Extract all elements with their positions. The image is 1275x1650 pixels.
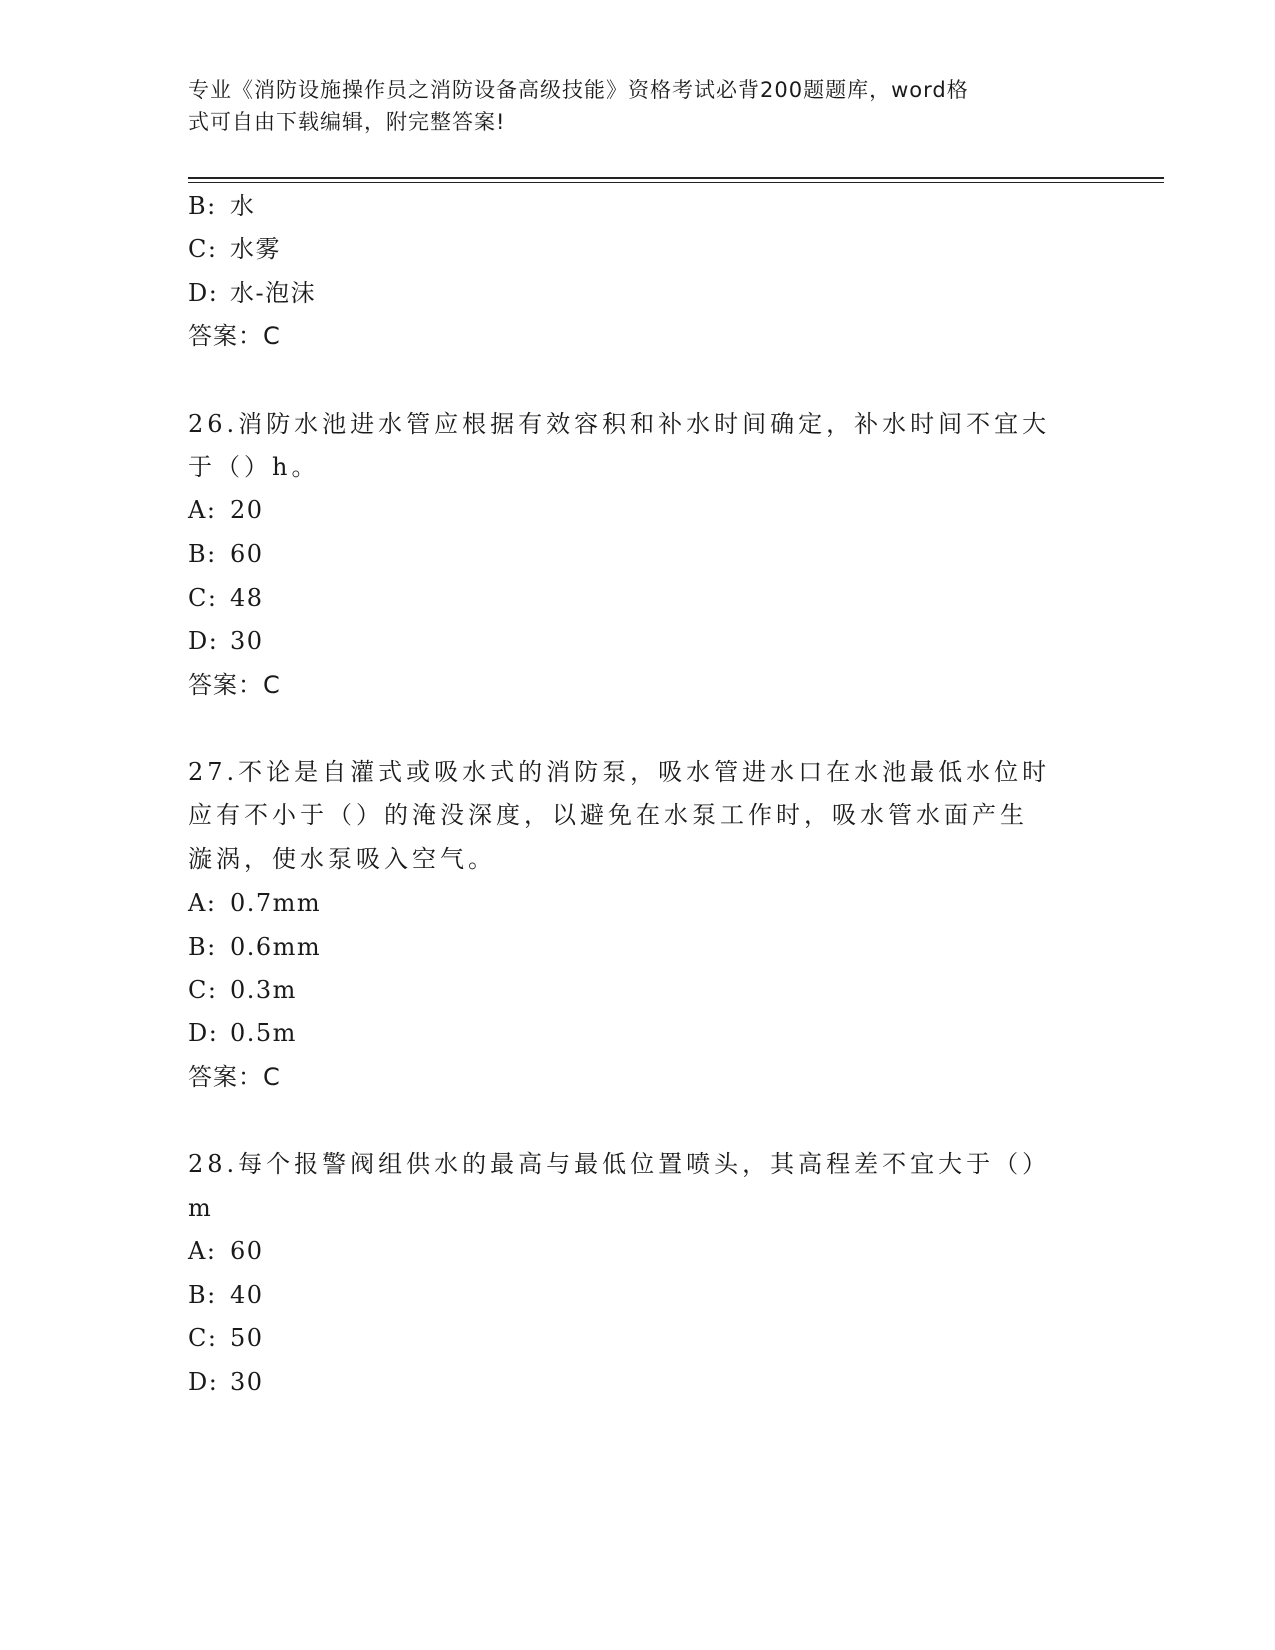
q25-answer: 答案：C [188,322,281,350]
header-divider-thin [188,182,1164,183]
option-label: A: [188,1237,217,1265]
option-text: 20 [230,496,264,524]
q25-option-d [188,278,316,308]
option-label: C: [188,235,218,263]
option-text: 水雾 [230,235,281,263]
q27-answer: 答案：C [188,1063,281,1091]
q28-option-a [188,1236,264,1266]
q28-option-c [188,1323,264,1353]
q28-stem-line-2: m [188,1194,215,1222]
option-text: 40 [230,1281,264,1309]
option-label: D: [188,627,219,655]
q27-stem-line-3: 漩涡，使水泵吸入空气。 [188,845,496,873]
q28-stem-line-1: 28.每个报警阀组供水的最高与最低位置喷头，其高程差不宜大于（） [188,1150,1051,1178]
option-label: C: [188,1324,218,1352]
option-text: 0.6mm [230,933,322,961]
option-label: C: [188,976,218,1004]
option-label: A: [188,889,217,917]
option-label: B: [188,192,217,220]
q27-option-d [188,1018,297,1048]
option-text: 0.3m [230,976,297,1004]
q26-option-d [188,626,264,656]
option-label: C: [188,584,218,612]
q27-option-b [188,932,321,962]
q28-option-b [188,1280,264,1310]
q27-stem-line-1: 27.不论是自灌式或吸水式的消防泵，吸水管进水口在水池最低水位时 [188,758,1051,786]
option-label: D: [188,279,219,307]
q27-stem-line-2: 应有不小于（）的淹没深度，以避免在水泵工作时，吸水管水面产生 [188,801,1028,829]
option-text: 水-泡沫 [230,279,317,307]
document-header [188,74,1068,138]
option-text: 水 [230,192,256,220]
q25-option-b [188,191,256,221]
option-text: 30 [230,627,264,655]
option-label: D: [188,1019,219,1047]
option-label: A: [188,496,217,524]
q27-option-c [188,975,297,1005]
q26-option-c [188,583,264,613]
q26-answer: 答案：C [188,671,281,699]
q28-option-d [188,1367,264,1397]
option-label: D: [188,1368,219,1396]
option-label: B: [188,933,217,961]
header-line-1: 专业《消防设施操作员之消防设备高级技能》资格考试必背200题题库，word格 [188,78,969,102]
q26-stem-line-2: 于（）h。 [188,453,320,481]
option-text: 50 [230,1324,264,1352]
option-label: B: [188,1281,217,1309]
q26-option-a [188,495,264,525]
option-text: 30 [230,1368,264,1396]
q26-option-b [188,539,264,569]
q27-option-a [188,888,321,918]
q25-option-c [188,234,281,264]
option-text: 60 [230,1237,264,1265]
option-text: 0.5m [230,1019,297,1047]
header-divider-thick [188,177,1164,179]
q26-stem-line-1: 26.消防水池进水管应根据有效容积和补水时间确定，补水时间不宜大 [188,410,1051,438]
option-text: 48 [230,584,264,612]
option-label: B: [188,540,217,568]
option-text: 0.7mm [230,889,322,917]
header-line-2: 式可自由下载编辑，附完整答案! [188,110,506,134]
option-text: 60 [230,540,264,568]
